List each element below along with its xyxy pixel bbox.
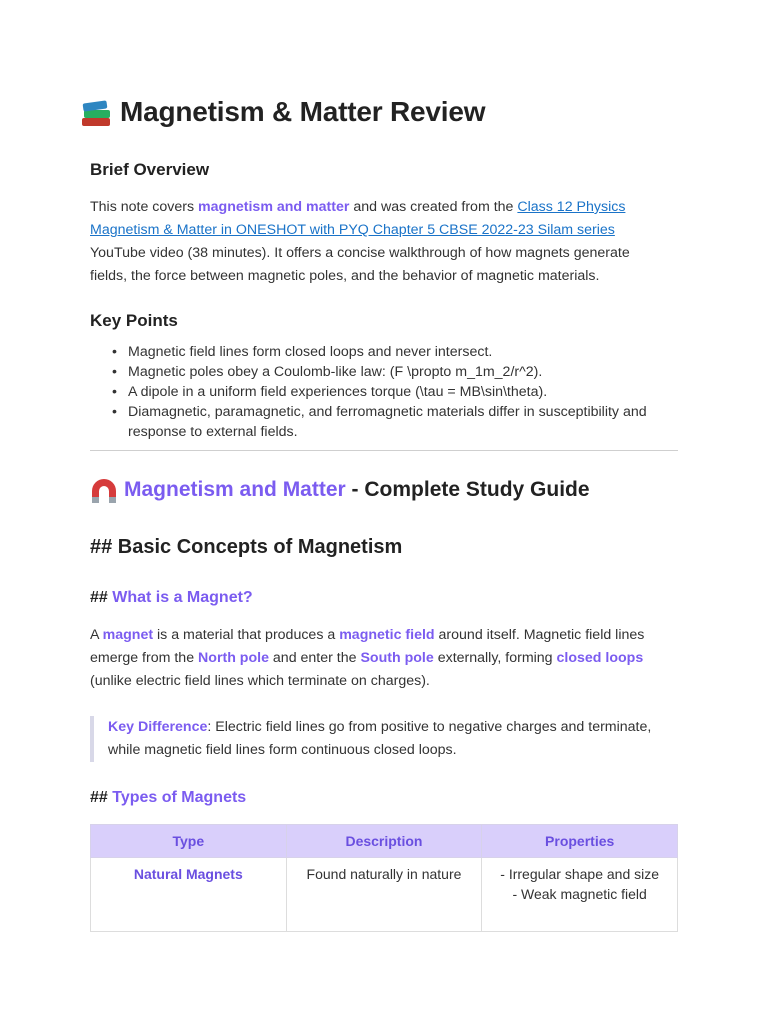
books-icon [80, 96, 112, 128]
table-cell-description: Found naturally in nature [286, 858, 482, 932]
study-guide-title-highlight: Magnetism and Matter [124, 478, 346, 501]
study-guide-title-rest: - Complete Study Guide [345, 478, 590, 501]
page-title-text: Magnetism & Matter Review [120, 96, 486, 127]
magnet-definition-paragraph: A magnet is a material that produces a magnetic field around itself. Magnetic field lines emerge from the North pole and enter the South pole externally, forming closed loops (unlike electric field lines which terminate on charges). [90, 627, 645, 689]
table-header-type: Type [91, 825, 287, 858]
key-difference-text: : Electric field lines go from positive to negative charges and terminate, while magnetic field lines form continuous closed loops. [108, 719, 652, 758]
table-header-properties: Properties [482, 825, 678, 858]
overview-paragraph: This note covers magnetism and matter and was created from the Class 12 Physics Magnetism & Matter in ONESHOT with PYQ Chapter 5 CBSE 2022-23 Silam series YouTube video (38 minutes). It offers a concise walkthrough of how magnets generate fields, the force between magnetic poles, and the behavior of magnetic materials. [90, 199, 630, 284]
key-difference-callout [90, 716, 678, 762]
list-item: • A dipole in a uniform field experiences torque (\tau = MB\sin\theta). [110, 382, 650, 402]
key-points-heading: Key Points [90, 311, 178, 330]
table-cell-properties: - Irregular shape and size - Weak magnetic field [482, 858, 678, 932]
overview-heading: Brief Overview [90, 160, 210, 179]
table-cell-type: Natural Magnets [91, 858, 287, 932]
table-row [91, 858, 678, 932]
magnet-icon [90, 476, 118, 504]
basic-concepts-heading: ## Basic Concepts of Magnetism [90, 536, 403, 558]
types-of-magnets-heading: ## Types of Magnets [90, 789, 247, 806]
types-of-magnets-table [90, 824, 678, 932]
page-title [80, 96, 485, 128]
source-video-link[interactable]: Class 12 Physics Magnetism & Matter in ONESHOT with PYQ Chapter 5 CBSE 2022-23 Silam series [90, 199, 626, 238]
table-header-description: Description [286, 825, 482, 858]
list-item: • Diamagnetic, paramagnetic, and ferromagnetic materials differ in susceptibility and response to external fields. [110, 402, 650, 442]
what-is-magnet-heading: ## What is a Magnet? [90, 589, 253, 606]
study-guide-title [90, 476, 590, 504]
section-divider [90, 450, 678, 451]
highlight-magnetism-and-matter: magnetism and matter [198, 199, 350, 215]
key-difference-label: Key Difference [108, 719, 208, 735]
list-item: • Magnetic poles obey a Coulomb-like law: (F \propto m_1m_2/r^2). [110, 362, 650, 382]
list-item: • Magnetic field lines form closed loops and never intersect. [110, 342, 650, 362]
key-points-list [110, 342, 650, 442]
